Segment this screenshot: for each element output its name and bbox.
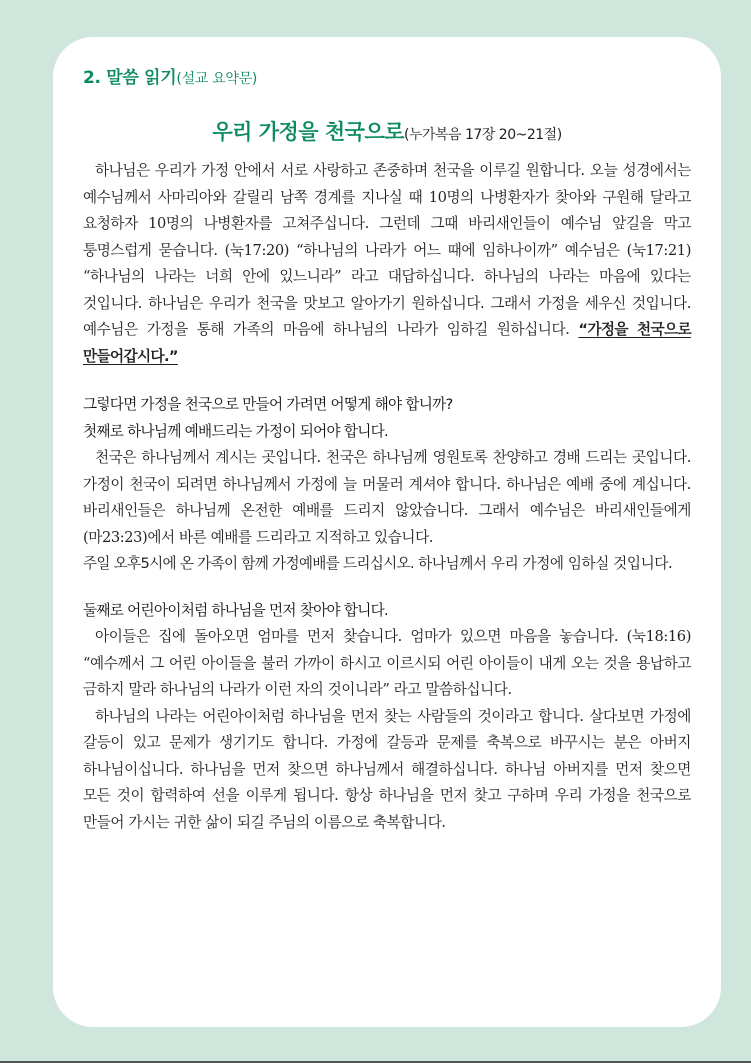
- section-title: [83, 63, 691, 88]
- intro-emphasis: “가정을 천국으로 만들어갑시다.”: [83, 321, 691, 365]
- section-title-sub: (설교 요약문): [176, 71, 258, 87]
- sermon-title: [83, 116, 691, 146]
- point1-call-rest: 하나님께서 우리 가정에 임하실 것입니다.: [413, 555, 673, 572]
- sermon-card: [53, 37, 721, 1027]
- intro-paragraph: [83, 158, 691, 370]
- point1-call-paragraph: [83, 551, 691, 578]
- point2-paragraph-2: 하나님의 나라는 어린아이처럼 하나님을 먼저 찾는 사람들의 것이라고 합니다. 살다보면 가정에 갈등이 있고 문제가 생기기도 합니다. 가정에 갈등과 문제를 축복으로 바꾸시는 분은 아버지 하나님이십니다. 하나님을 먼저 찾으면 하나님께서 해결하십니다. 하나님 아버지를 먼저 찾으면 모든 것이 합력하여 선을 이루게 됩니다. 항상 하나님을 먼저 찾고 구하며 우리 가정을 천국으로 만들어 가시는 귀한 삶이 되길 주님의 이름으로 축복합니다.: [83, 707, 691, 831]
- intro-text: 하나님은 우리가 가정 안에서 서로 사랑하고 존중하며 천국을 이루길 원합니다. 오늘 성경에서는 예수님께서 사마리아와 갈릴리 남쪽 경계를 지나실 때 10명의 나병환자가 찾아와 구원해 달라고 요청하자 10명의 나병환자를 고쳐주십니다. 그런데 그때 바리새인들이 예수님 앞길을 막고 퉁명스럽게 묻습니다. (눅17:20) “하나님의 나라가 어느 때에 임하나이까” 예수님은 (눅17:21) “하나님의 나라는 너희 안에 있느니라” 라고 대답하십니다. 하나님의 나라는 마음에 있다는 것입니다. 하나님은 우리가 천국을 맛보고 알아가기 원하십니다. 그래서 가정을 세우신 것입니다. 예수님은 가정을 통해 가족의 마음에 하나님의 나라가 임하길 원하십니다.: [83, 162, 691, 338]
- section-title-main: 2. 말씀 읽기: [83, 68, 177, 88]
- point1-paragraph: 천국은 하나님께서 계시는 곳입니다. 천국은 하나님께 영원토록 찬양하고 경배 드리는 곳입니다. 가정이 천국이 되려면 하나님께서 가정에 늘 머물러 계셔야 합니다. 하나님은 예배 중에 계십니다. 바리새인들은 하나님께 온전한 예배를 드리지 않았습니다. 그래서 예수님은 바리새인들에게 (마23:23)에서 바른 예배를 드리라고 지적하고 있습니다.: [83, 449, 691, 546]
- point1-heading: 첫째로 하나님께 예배드리는 가정이 되어야 합니다.: [83, 422, 388, 440]
- point2-paragraph-1: 아이들은 집에 돌아오면 엄마를 먼저 찾습니다. 엄마가 있으면 마음을 놓습니다. (눅18:16) “예수께서 그 어린 아이들을 불러 가까이 하시고 이르시되 어린 아이들이 내게 오는 것을 용납하고 금하지 말라 하나님의 나라가 이런 자의 것이니라” 라고 말씀하십니다.: [83, 628, 691, 698]
- spacer: [83, 370, 691, 392]
- spacer: [83, 578, 691, 598]
- scripture-reference: (누가복음 17장 20~21절): [404, 127, 562, 143]
- question-heading: 그렇다면 가정을 천국으로 만들어 가려면 어떻게 해야 합니까?: [83, 396, 453, 413]
- point1-call-bold: 주일 오후5시에 온 가족이 함께 가정예배를 드리십시오.: [83, 555, 414, 572]
- point2-heading: 둘째로 어린아이처럼 하나님을 먼저 찾아야 합니다.: [83, 601, 388, 619]
- sermon-title-main: 우리 가정을 천국으로: [212, 120, 405, 144]
